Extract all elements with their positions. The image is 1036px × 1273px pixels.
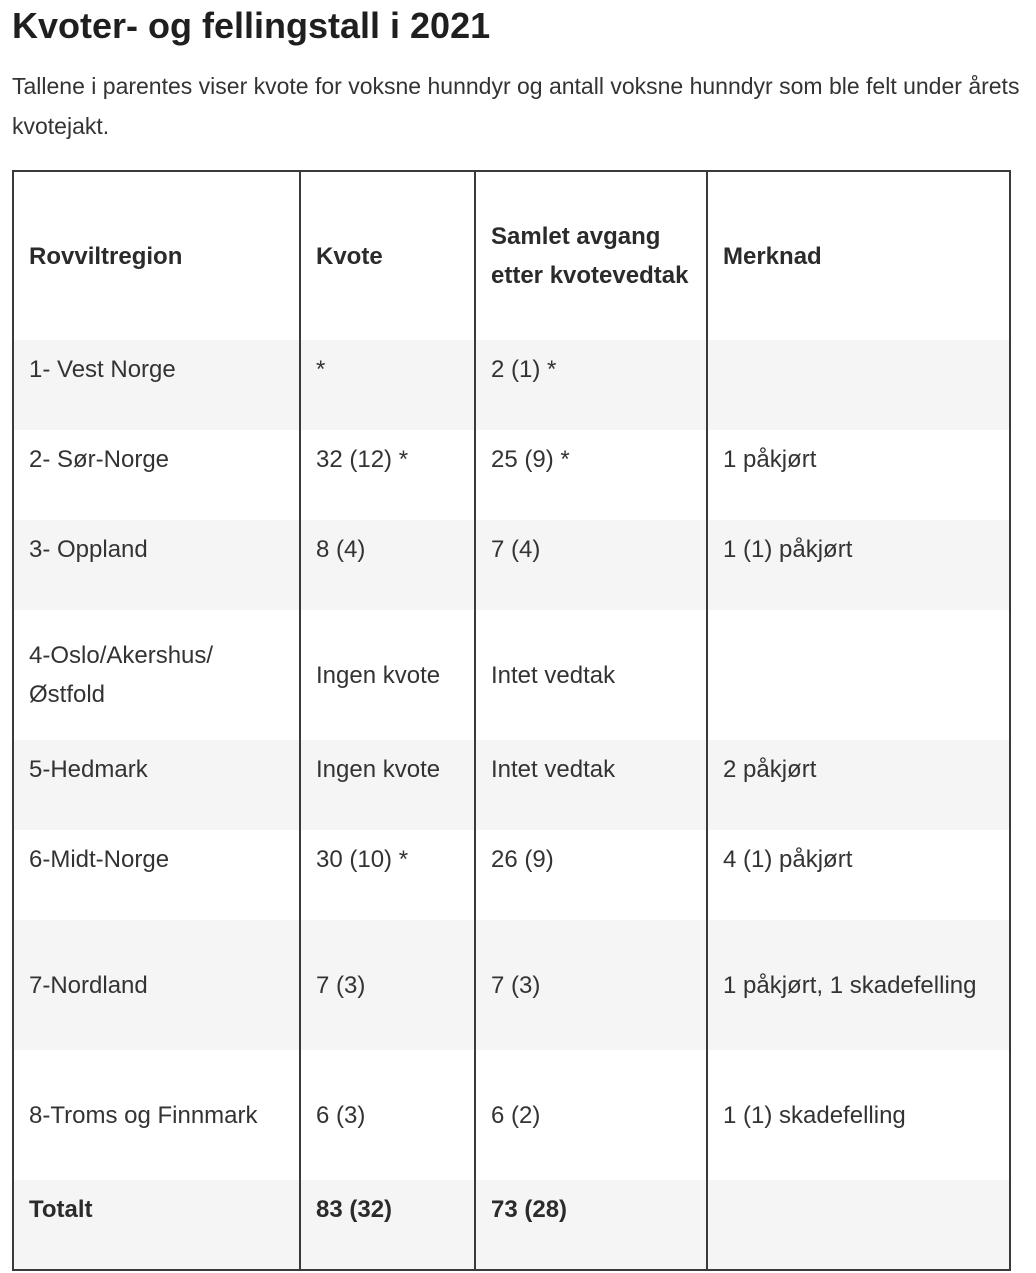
cell-avgang: 2 (1) * [475, 340, 707, 430]
cell-region: 8-Troms og Finnmark [13, 1050, 300, 1180]
header-avgang: Samlet avgang etter kvotevedtak [475, 171, 707, 340]
cell-kvote: 32 (12) * [300, 430, 475, 520]
cell-region: 3- Oppland [13, 520, 300, 610]
table-row [13, 1050, 1010, 1180]
cell-region: 5-Hedmark [13, 740, 300, 830]
cell-total-label: Totalt [13, 1180, 300, 1270]
cell-merknad [707, 340, 1010, 430]
cell-merknad: 2 påkjørt [707, 740, 1010, 830]
cell-region: 1- Vest Norge [13, 340, 300, 430]
cell-merknad [707, 610, 1010, 740]
cell-kvote: 7 (3) [300, 920, 475, 1050]
cell-region: 2- Sør-Norge [13, 430, 300, 520]
page-intro: Tallene i parentes viser kvote for voksne hunndyr og antall voksne hunndyr som ble felt under årets kvotejakt. [12, 73, 1020, 139]
cell-avgang: 7 (3) [475, 920, 707, 1050]
cell-kvote: * [300, 340, 475, 430]
table-row [13, 830, 1010, 920]
cell-region: 7-Nordland [13, 920, 300, 1050]
cell-merknad: 4 (1) påkjørt [707, 830, 1010, 920]
quota-table [12, 170, 1011, 1271]
cell-avgang: 25 (9) * [475, 430, 707, 520]
cell-merknad: 1 (1) skadefelling [707, 1050, 1010, 1180]
cell-region: 4-Oslo/Akershus/ Østfold [13, 610, 300, 740]
table-header-row [13, 171, 1010, 340]
table-row [13, 520, 1010, 610]
cell-merknad: 1 (1) påkjørt [707, 520, 1010, 610]
cell-avgang: 6 (2) [475, 1050, 707, 1180]
cell-merknad: 1 påkjørt, 1 skadefelling [707, 920, 1010, 1050]
table-row [13, 340, 1010, 430]
cell-kvote: 6 (3) [300, 1050, 475, 1180]
cell-kvote: 8 (4) [300, 520, 475, 610]
cell-kvote: Ingen kvote [300, 740, 475, 830]
table-row [13, 740, 1010, 830]
header-region: Rovviltregion [13, 171, 300, 340]
table-row [13, 430, 1010, 520]
cell-total-kvote: 83 (32) [300, 1180, 475, 1270]
cell-kvote: Ingen kvote [300, 610, 475, 740]
cell-total-merknad [707, 1180, 1010, 1270]
cell-avgang: 26 (9) [475, 830, 707, 920]
cell-region: 6-Midt-Norge [13, 830, 300, 920]
cell-avgang: Intet vedtak [475, 610, 707, 740]
cell-avgang: Intet vedtak [475, 740, 707, 830]
cell-merknad: 1 påkjørt [707, 430, 1010, 520]
table-row [13, 920, 1010, 1050]
page-title: Kvoter- og fellingstall i 2021 [12, 5, 491, 46]
cell-kvote: 30 (10) * [300, 830, 475, 920]
table-total-row [13, 1180, 1010, 1270]
cell-avgang: 7 (4) [475, 520, 707, 610]
cell-total-avgang: 73 (28) [475, 1180, 707, 1270]
table-row [13, 610, 1010, 740]
header-merknad: Merknad [707, 171, 1010, 340]
header-kvote: Kvote [300, 171, 475, 340]
